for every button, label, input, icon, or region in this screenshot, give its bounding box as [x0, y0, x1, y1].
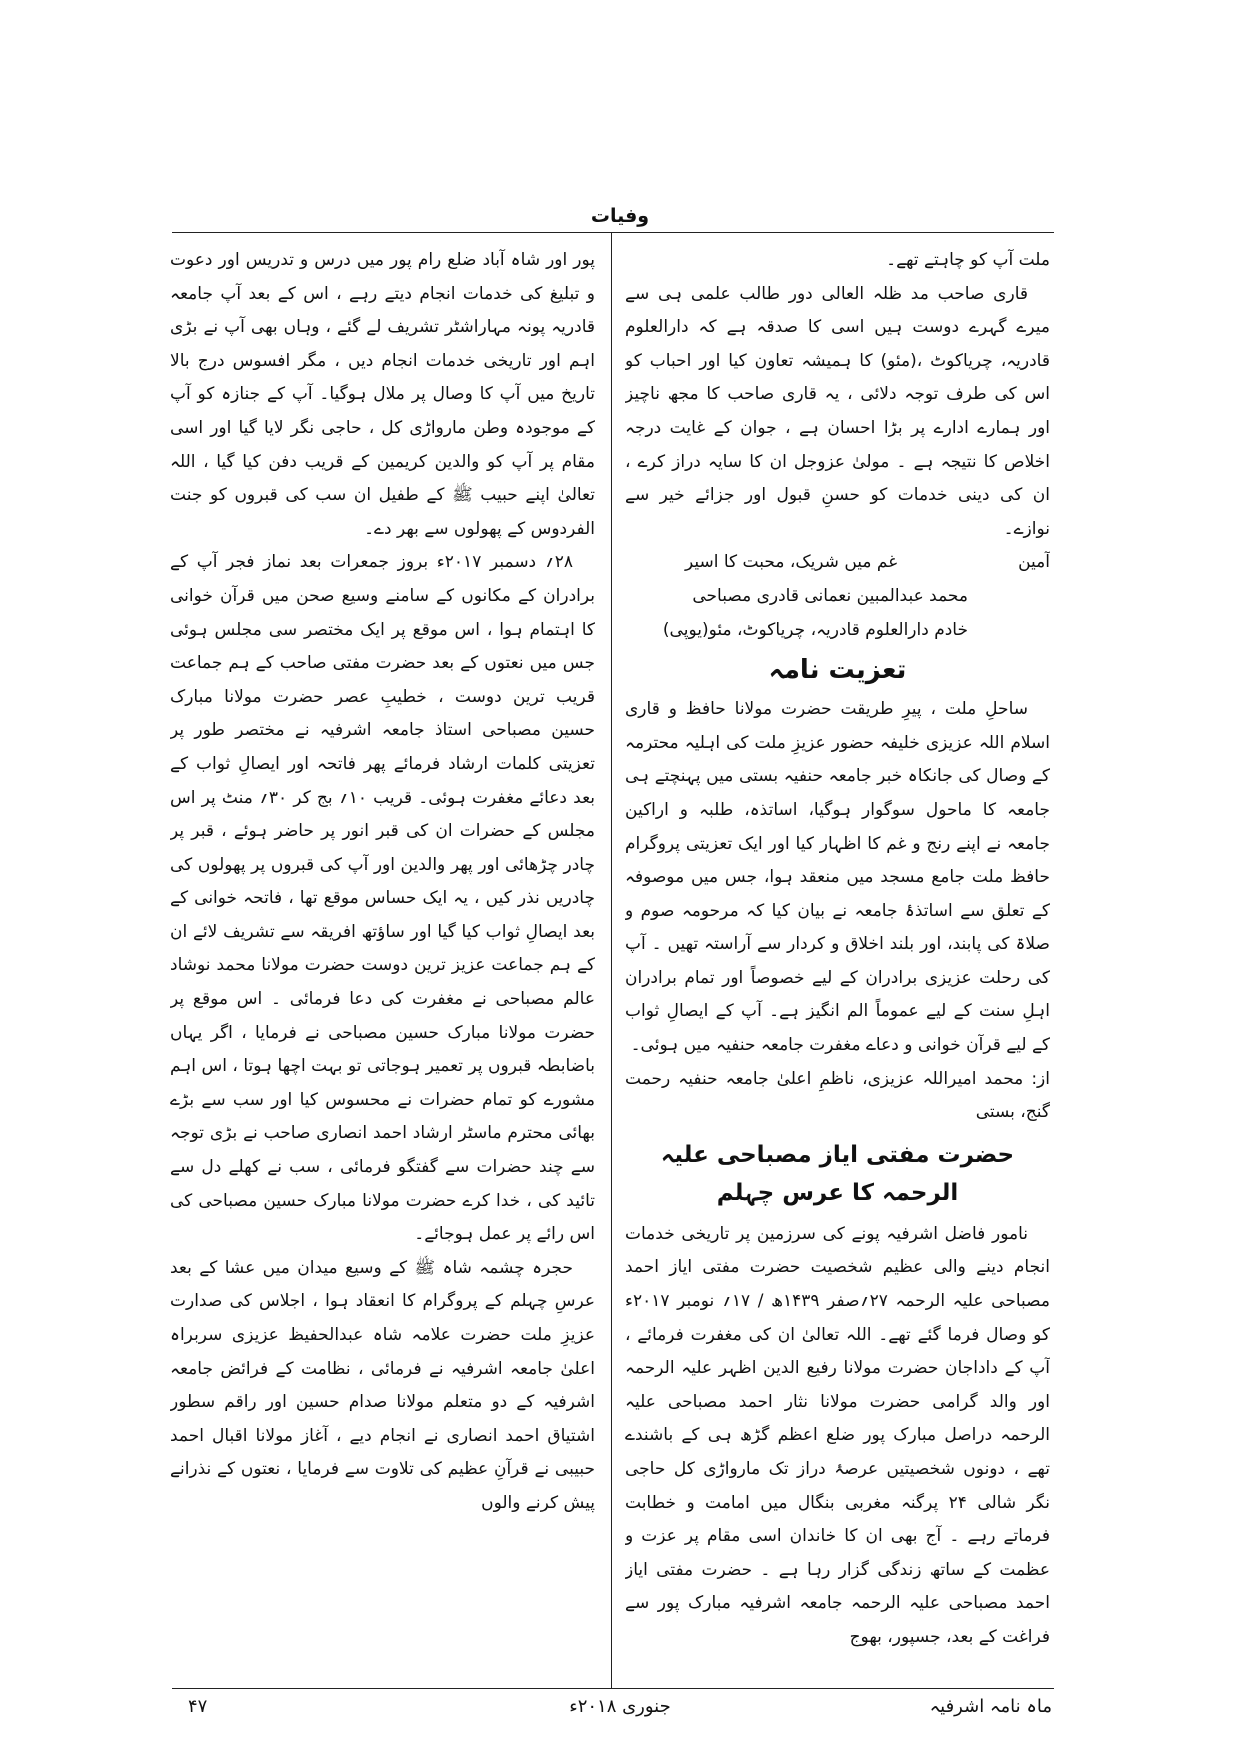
- signature-title: خادم دارالعلوم قادریہ، چریاکوٹ، مئو(یوپی): [662, 619, 968, 640]
- issue-date: جنوری ۲۰۱۸ء: [569, 1696, 671, 1717]
- right-column: [625, 244, 1050, 1684]
- header-rule: [172, 232, 1054, 233]
- left-column: [170, 244, 595, 1684]
- page-number: ۴۷: [188, 1696, 208, 1717]
- article-heading-condolence: تعزیت نامہ: [768, 655, 907, 686]
- footer-rule: [172, 1688, 1054, 1689]
- magazine-name: ماہ نامہ اشرفیہ: [929, 1696, 1052, 1717]
- column-divider: [611, 232, 612, 1688]
- paragraph: ۲۸؍ دسمبر ۲۰۱۷ء بروز جمعرات بعد نماز فجر آپ کے برادران کے مکانوں کے سامنے وسیع صحن میں قرآن خوانی کا اہتمام ہوا ، اس موقع پر ایک مختصر سی مجلس ہوئی جس میں نعتوں کے بعد حضرت مفتی صاحب کے ہم جماعت قریب ترین دوست ، خطیبِ عصر حضرت مولانا مبارک حسین مصباحی استاذ جامعہ اشرفیہ نے مختصر طور پر تعزیتی کلمات ارشاد فرمائے پھر فاتحہ اور ایصالِ ثواب کے بعد دعائے مغفرت ہوئی۔ قریب ۱۰؍ بج کر ۳۰؍ منٹ پر اس مجلس کے حضرات ان کی قبر انور پر حاضر ہوئے ، قبر پر چادر چڑھائی اور پھر والدین اور آپ کی قبروں پر پھولوں کی چادریں نذر کیں ، یہ ایک حساس موقع تھا ، فاتحہ خوانی کے بعد ایصالِ ثواب کیا گیا اور ساؤتھ افریقہ سے تشریف لائے ان کے ہم جماعت عزیز ترین دوست حضرت مولانا محمد نوشاد عالم مصباحی نے مغفرت کی دعا فرمائی ۔ اس موقع پر حضرت مولانا مبارک حسین مصباحی نے فرمایا ، اگر یہاں باضابطہ قبروں پر تعمیر ہوجاتی تو بہت اچھا ہوتا ، اس اہم مشورے کو تمام حضرات نے محسوس کیا اور سب سے بڑے بھائی محترم ماسٹر ارشاد احمد انصاری صاحب نے بڑی توجہ سے چند حضرات سے گفتگو فرمائی ، سب نے کھلے دل سے تائید کی ، خدا کرے حضرت مولانا مبارک حسین مصباحی کی اس رائے پر عمل ہوجائے۔: [170, 552, 595, 1245]
- byline: از: محمد امیراللہ عزیزی، ناظمِ اعلیٰ جامعہ حنفیہ رحمت گنج، بستی: [625, 1068, 1050, 1123]
- article-heading-urs: حضرت مفتی ایاز مصباحی علیہ الرحمہ کا عرس چہلم: [660, 1141, 1015, 1206]
- signature-name: محمد عبدالمبین نعمانی قادری مصباحی: [692, 585, 968, 606]
- paragraph: ملت آپ کو چاہتے تھے۔: [886, 250, 1050, 270]
- amen-text: آمین: [1018, 552, 1050, 573]
- closing-line: [625, 546, 1050, 580]
- paragraph: حجرہ چشمہ شاہ ﷺ کے وسیع میدان میں عشا کے بعد عرسِ چہلم کے پروگرام کا انعقاد ہوا ، اجلاس کی صدارت عزیزِ ملت حضرت علامہ شاہ عبدالحفیظ عزیزی سربراہ اعلیٰ جامعہ اشرفیہ نے فرمائی ، نظامت کے فرائض جامعہ اشرفیہ کے دو متعلم مولانا صدام حسین اور راقم سطور اشتیاق احمد انصاری نے انجام دیے ، آغاز مولانا اقبال احمد حبیبی نے قرآنِ عظیم کی تلاوت سے فرمایا ، نعتوں کے نذرانے پیش کرنے والوں: [170, 1257, 595, 1513]
- paragraph: ساحلِ ملت ، پیرِ طریقت حضرت مولانا حافظ و قاری اسلام اللہ عزیزی خلیفہ حضور عزیزِ ملت کی اہلیہ محترمہ کے وصال کی جانکاہ خبر جامعہ حنفیہ بستی میں پہنچتے ہی جامعہ کا ماحول سوگوار ہوگیا، اساتذہ، طلبہ و اراکین جامعہ نے اپنے رنج و غم کا اظہار کیا اور ایک تعزیتی پروگرام حافظ ملت جامع مسجد میں منعقد ہوا، جس میں موصوفہ کے تعلق سے اساتذۂ جامعہ نے بیان کیا کہ مرحومہ صوم و صلاۃ کی پابند، اور بلند اخلاق و کردار سے آراستہ تھیں ۔ آپ کی رحلت عزیزی برادران کے لیے خصوصاً اور تمام برادران اہلِ سنت کے لیے عموماً الم انگیز ہے۔ آپ کے ایصالِ ثواب کے لیے قرآن خوانی و دعاے مغفرت جامعہ حنفیہ میں ہوئی۔: [625, 699, 1050, 1056]
- paragraph: قاری صاحب مد ظلہ العالی دور طالب علمی ہی سے میرے گہرے دوست ہیں اسی کا صدقہ ہے کہ دارالعلوم قادریہ، چریاکوٹ ،(مئو) کا ہمیشہ تعاون کیا اور احباب کو اس کی طرف توجہ دلائی ، یہ قاری صاحب کا مجھ ناچیز اور ہمارے ادارے پر بڑا احسان ہے ، جوان کے غایت درجہ اخلاص کا نتیجہ ہے ۔ مولیٰ عزوجل ان کا سایہ دراز کرے ، ان کی دینی خدمات کو حسنِ قبول اور جزائے خیر سے نوازے۔: [625, 283, 1050, 539]
- section-title: وفیات: [590, 205, 650, 227]
- grief-line: غم میں شریک، محبت کا اسیر: [685, 552, 898, 573]
- paragraph: پور اور شاہ آباد ضلع رام پور میں درس و تدریس اور دعوت و تبلیغ کی خدمات انجام دیتے رہے ، اس کے بعد آپ جامعہ قادریہ پونہ مہاراشٹر تشریف لے گئے ، وہاں بھی آپ نے بڑی اہم اور تاریخی خدمات انجام دیں ، مگر افسوس درج بالا تاریخ میں آپ کا وصال پر ملال ہوگیا۔ آپ کے جنازہ کو آپ کے موجودہ وطن مارواڑی کل ، حاجی نگر لایا گیا اور اسی مقام پر آپ کو والدین کریمین کے قریب دفن کیا گیا ، اللہ تعالیٰ اپنے حبیب ﷺ کے طفیل ان سب کی قبروں کو جنت الفردوس کے پھولوں سے بھر دے۔: [170, 250, 595, 539]
- paragraph: نامور فاضل اشرفیہ پونے کی سرزمین پر تاریخی خدمات انجام دینے والی عظیم شخصیت حضرت مفتی ایاز احمد مصباحی علیہ الرحمہ ۲۷؍صفر ۱۴۳۹ھ / ۱۷؍ نومبر ۲۰۱۷ء کو وصال فرما گئے تھے۔ اللہ تعالیٰ ان کی مغفرت فرمائے ، آپ کے داداجان حضرت مولانا رفیع الدین اظہر علیہ الرحمہ اور والد گرامی حضرت مولانا نثار احمد مصباحی علیہ الرحمہ دراصل مبارک پور ضلع اعظم گڑھ ہی کے باشندے تھے ، دونوں شخصیتیں عرصۂ دراز تک مارواڑی کل حاجی نگر شالی ۲۴ پرگنہ مغربی بنگال میں امامت و خطابت فرماتے رہے ۔ آج بھی ان کا خاندان اسی مقام پر عزت و عظمت کے ساتھ زندگی گزار رہا ہے ۔ حضرت مفتی ایاز احمد مصباحی علیہ الرحمہ جامعہ اشرفیہ مبارک پور سے فراغت کے بعد، جسپور، بھوج: [625, 1223, 1050, 1647]
